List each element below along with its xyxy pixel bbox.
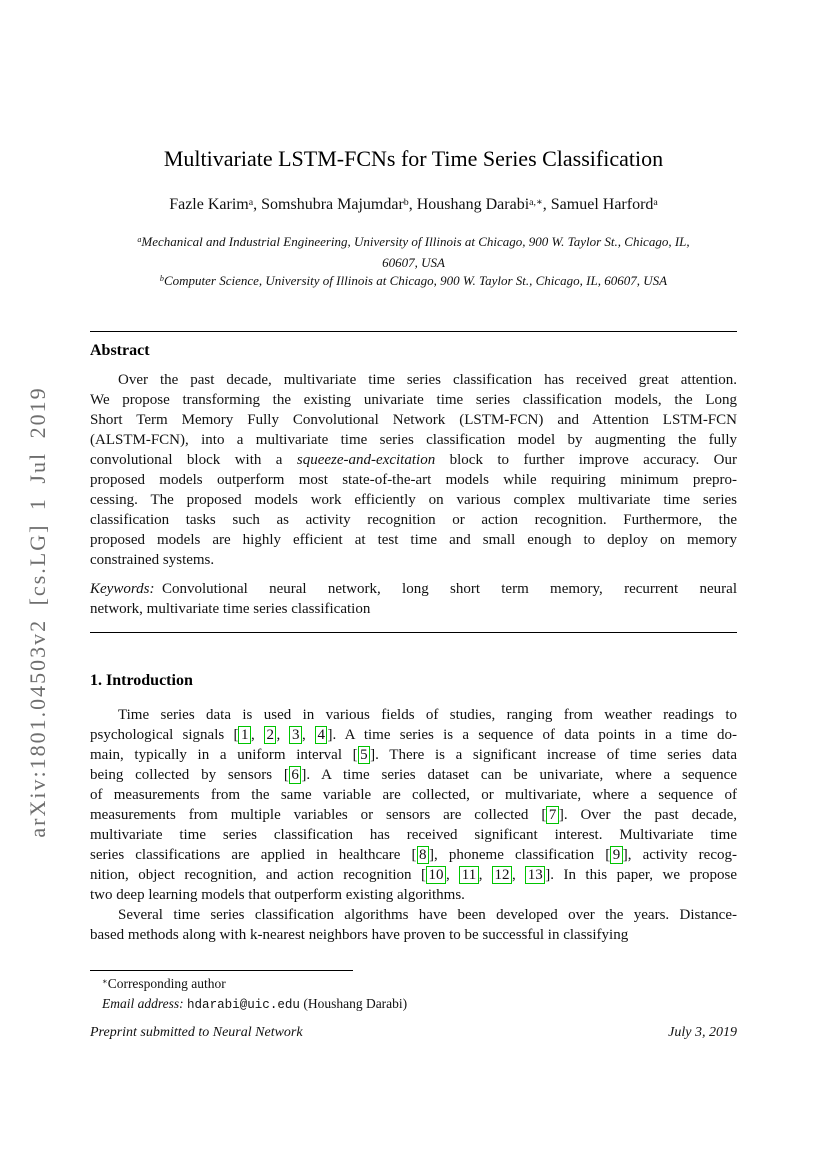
text-line: multivariate time series classification has received significant interest. Multivariate time — [90, 827, 737, 843]
text-line: classification tasks such as activity recognition or action recognition. Furthermore, the — [90, 512, 737, 528]
text-line: $^b$Computer Science, University of Illinois at Chicago, 900 W. Taylor St., Chicago, IL, 60607, USA — [159, 273, 668, 288]
text-line: Over the past decade, multivariate time series classification has received great attention. — [118, 372, 737, 388]
footnote-rule — [90, 970, 353, 971]
citation-link[interactable]: 10 — [426, 866, 446, 884]
text-line: proposed models are highly efficient at test time and small enough to deploy on memory — [90, 532, 737, 548]
text-line: main, typically in a uniform interval [ 5 ]. There is a significant increase of time series data — [90, 747, 737, 763]
text-line: proposed models outperform most state-of-the-art models while requiring minimum prepro- — [90, 472, 737, 488]
paragraph — [90, 705, 737, 905]
text-line: $^a$Mechanical and Industrial Engineering, University of Illinois at Chicago, 900 W. Taylor St., Chicago, IL, — [137, 234, 690, 249]
keywords-block — [90, 579, 737, 619]
citation-link[interactable]: 7 — [546, 806, 559, 824]
paragraph — [90, 905, 737, 945]
text-line: based methods along with k-nearest neighbors have proven to be successful in classifying — [90, 927, 629, 943]
affiliations — [90, 233, 737, 293]
text-line: (ALSTM-FCN), into a multivariate time series classification model by augmenting the fully — [90, 432, 737, 448]
paper-title: Multivariate LSTM-FCNs for Time Series Classification — [163, 146, 664, 171]
preprint-note: Preprint submitted to Neural Network — [90, 1025, 303, 1040]
text-line: of measurements from the same variable are collected, or multivariate, where a sequence of — [90, 787, 737, 803]
separator-rule-top — [90, 331, 737, 332]
footer-date: July 3, 2019 — [668, 1025, 737, 1040]
citation-link[interactable]: 13 — [525, 866, 545, 884]
separator-rule-bottom — [90, 632, 737, 633]
section-heading-introduction: 1. Introduction — [90, 672, 193, 689]
text-line: two deep learning models that outperform existing algorithms. — [90, 887, 465, 903]
author-line: Fazle Karim$^a$, Somshubra Majumdar$^b$, Houshang Darabi$^{a,∗}$, Samuel Harford$^a$ — [169, 196, 658, 213]
text-line: Email address: hdarabi@uic.edu (Houshang Darabi) — [102, 996, 408, 1012]
text-line: measurements from multiple variables or sensors are collected [ 7 ]. Over the past decade, — [90, 807, 737, 823]
citation-link[interactable]: 4 — [315, 726, 328, 744]
citation-link[interactable]: 1 — [238, 726, 251, 744]
citation-link[interactable]: 9 — [610, 846, 623, 864]
abstract-body — [90, 370, 737, 570]
citation-link[interactable]: 8 — [417, 846, 430, 864]
text-line: constrained systems. — [90, 552, 215, 568]
text-line: convolutional block with a squeeze-and-excitation block to further improve accuracy. Our — [90, 452, 738, 468]
text-line: Keywords: Convolutional neural network, long short term memory, recurrent neural — [90, 581, 737, 597]
citation-link[interactable]: 5 — [358, 746, 371, 764]
abstract-heading: Abstract — [90, 342, 150, 359]
text-line: Time series data is used in various fields of studies, ranging from weather readings to — [118, 707, 737, 723]
introduction-body — [90, 705, 737, 945]
citation-link[interactable]: 3 — [289, 726, 302, 744]
citation-link[interactable]: 11 — [459, 866, 478, 884]
page-footer — [90, 1025, 737, 1041]
text-line: being collected by sensors [ 6 ]. A time series dataset can be univariate, where a sequence — [90, 767, 738, 783]
text-line: cessing. The proposed models work efficiently on various complex multivariate time series — [90, 492, 737, 508]
text-line: Short Term Memory Fully Convolutional Network (LSTM-FCN) and Attention LSTM-FCN — [90, 412, 737, 428]
citation-link[interactable]: 6 — [289, 766, 302, 784]
text-line: ∗Corresponding author — [102, 976, 226, 991]
citation-link[interactable]: 12 — [492, 866, 512, 884]
text-line: series classifications are applied in healthcare [ 8 ], phoneme classification [ 9 ], activity recog- — [90, 847, 737, 863]
arxiv-watermark: arXiv:1801.04503v2 [cs.LG] 1 Jul 2019 — [25, 386, 50, 838]
text-line: psychological signals [ 1 , 2 , 3 , 4 ]. A time series is a sequence of data points in a time do- — [90, 727, 738, 743]
footnote — [90, 975, 737, 1014]
text-line: Several time series classification algorithms have been developed over the years. Distance- — [118, 907, 737, 923]
citation-link[interactable]: 2 — [264, 726, 277, 744]
text-line: 60607, USA — [382, 254, 445, 270]
text-line: nition, object recognition, and action recognition [ 10 , 11 , 12 , 13 ]. In this paper, we propose — [90, 867, 738, 883]
text-line: network, multivariate time series classification — [90, 601, 371, 617]
text-line: We propose transforming the existing univariate time series classification models, the Long — [90, 392, 737, 408]
